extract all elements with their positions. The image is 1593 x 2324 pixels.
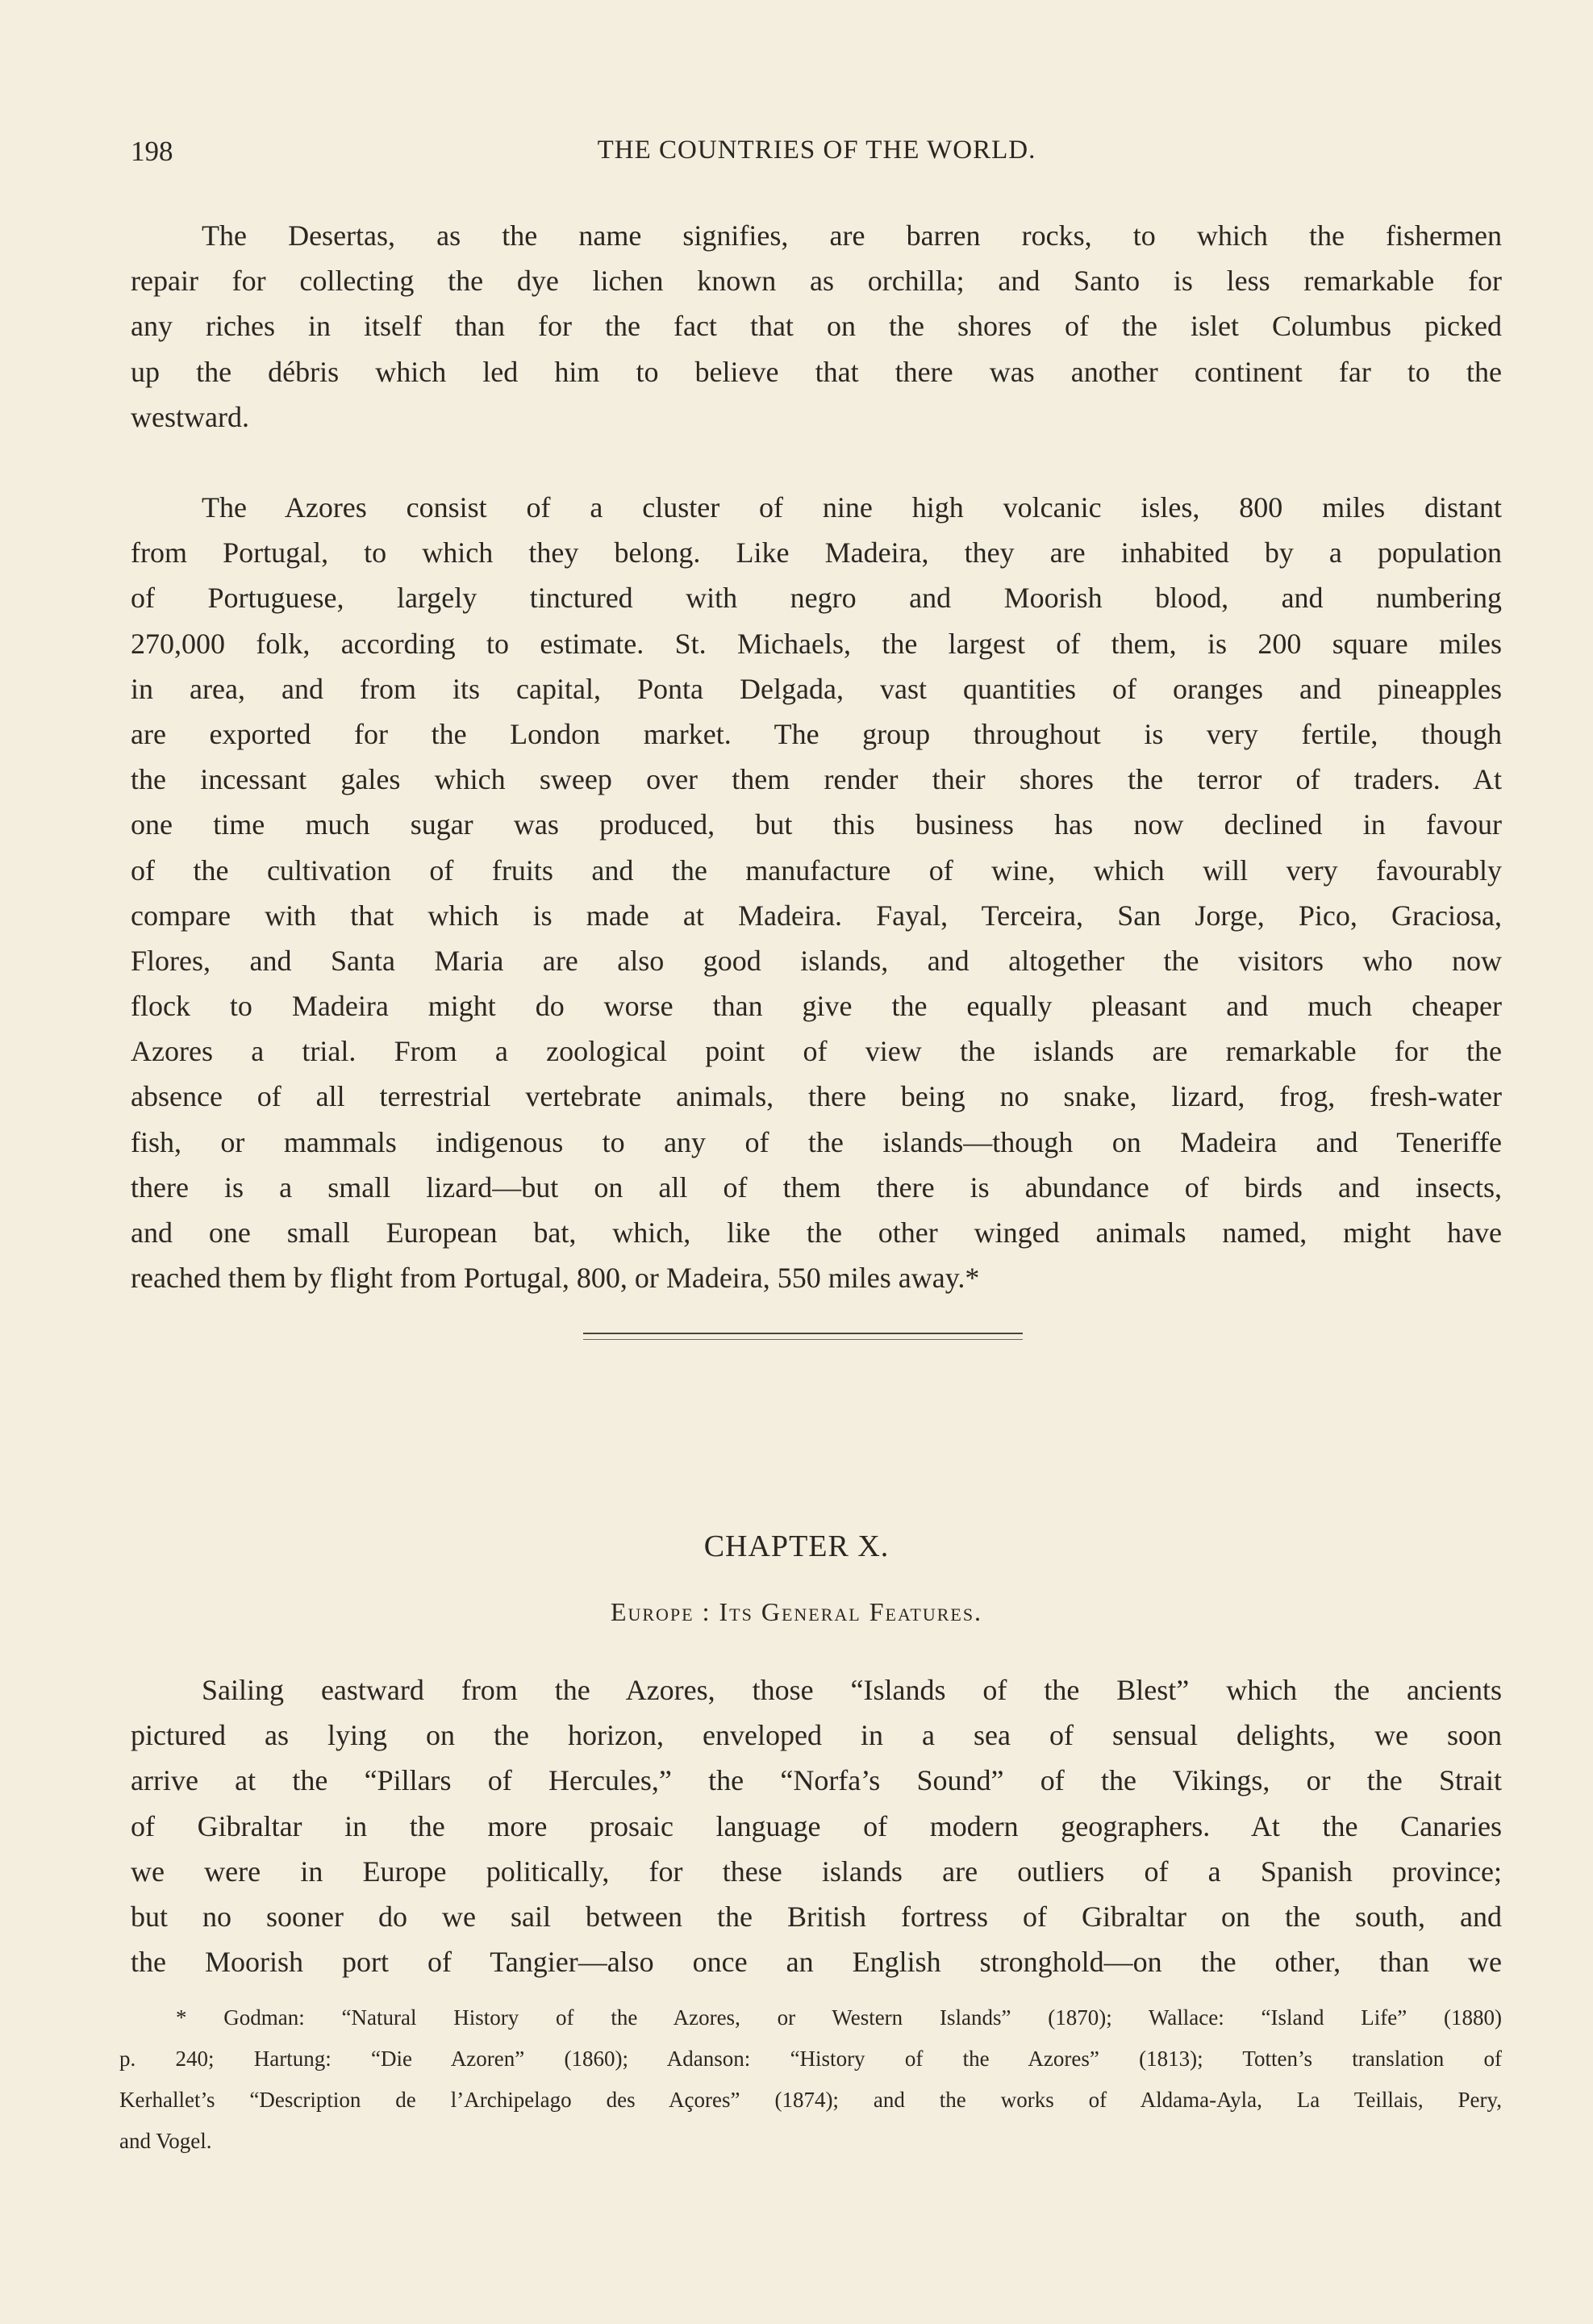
line-text: The Desertas, as the name signifies, are barren rocks, to which the fishermen	[202, 219, 1502, 252]
text-line	[131, 213, 1502, 258]
text-line: in area, and from its capital, Ponta Delgada, vast quantities of oranges and pineapples	[131, 672, 1502, 705]
footnote-line: Kerhallet’s “Description de l’Archipelago des Açores” (1874); and the works of Aldama-Ayla, La Teillais, Pery,	[119, 2088, 1502, 2112]
text-line: reached them by flight from Portugal, 800, or Madeira, 550 miles away.*	[131, 1262, 980, 1295]
running-title: THE COUNTRIES OF THE WORLD.	[597, 136, 1036, 165]
text-line	[131, 1667, 1502, 1713]
footnote-line: p. 240; Hartung: “Die Azoren” (1860); Adanson: “History of the Azores” (1813); Totten’s translation of	[119, 2047, 1502, 2071]
chapter-subtitle: Europe : Its General Features.	[610, 1597, 983, 1626]
text-line: fish, or mammals indigenous to any of the islands—though on Madeira and Teneriffe	[131, 1125, 1502, 1158]
page-number: 198	[131, 136, 173, 167]
text-line: absence of all terrestrial vertebrate animals, there being no snake, lizard, frog, fresh-water	[131, 1080, 1502, 1113]
text-line: Azores a trial. From a zoological point of view the islands are remarkable for the	[131, 1035, 1502, 1068]
footnote	[119, 1997, 1502, 2162]
text-line	[131, 485, 1502, 530]
text-line: repair for collecting the dye lichen known as orchilla; and Santo is less remarkable for	[131, 265, 1502, 298]
paragraph-chapter-opening	[131, 1667, 1502, 1984]
footnote-line	[119, 1997, 1502, 2038]
text-line: but no sooner do we sail between the British fortress of Gibraltar on the south, and	[131, 1900, 1502, 1933]
text-line: 270,000 folk, according to estimate. St. Michaels, the largest of them, is 200 square miles	[131, 627, 1502, 660]
section-divider	[583, 1333, 1023, 1334]
text-line: arrive at the “Pillars of Hercules,” the “Norfa’s Sound” of the Vikings, or the Strait	[131, 1764, 1502, 1797]
line-text: Sailing eastward from the Azores, those “Islands of the Blest” which the ancients	[202, 1674, 1502, 1706]
text-line: the Moorish port of Tangier—also once an English stronghold—on the other, than we	[131, 1946, 1502, 1979]
text-line: one time much sugar was produced, but this business has now declined in favour	[131, 808, 1502, 841]
text-line: any riches in itself than for the fact that on the shores of the islet Columbus picked	[131, 310, 1502, 343]
text-line: of Portuguese, largely tinctured with negro and Moorish blood, and numbering	[131, 582, 1502, 615]
text-line: the incessant gales which sweep over them render their shores the terror of traders. At	[131, 763, 1502, 796]
footnote-text: * Godman: “Natural History of the Azores, or Western Islands” (1870); Wallace: “Island Life” (1880)	[176, 2005, 1502, 2030]
paragraph-desertas	[131, 213, 1502, 440]
text-line: westward.	[131, 400, 249, 433]
line-text: The Azores consist of a cluster of nine high volcanic isles, 800 miles distant	[202, 491, 1502, 524]
paragraph-azores	[131, 485, 1502, 1300]
text-line: up the débris which led him to believe that there was another continent far to the	[131, 355, 1502, 388]
section-divider-thin	[583, 1339, 1023, 1340]
chapter-heading: CHAPTER X.	[703, 1529, 890, 1563]
text-line: Flores, and Santa Maria are also good islands, and altogether the visitors who now	[131, 944, 1502, 977]
text-line: of the cultivation of fruits and the manufacture of wine, which will very favourably	[131, 853, 1502, 887]
text-line: are exported for the London market. The group throughout is very fertile, though	[131, 717, 1502, 750]
text-line: we were in Europe politically, for these islands are outliers of a Spanish province;	[131, 1855, 1502, 1888]
text-line: there is a small lizard—but on all of them there is abundance of birds and insects,	[131, 1170, 1502, 1204]
text-line: flock to Madeira might do worse than give the equally pleasant and much cheaper	[131, 990, 1502, 1023]
footnote-line: and Vogel.	[119, 2129, 212, 2153]
text-line: compare with that which is made at Madeira. Fayal, Terceira, San Jorge, Pico, Graciosa,	[131, 899, 1502, 932]
text-line: pictured as lying on the horizon, enveloped in a sea of sensual delights, we soon	[131, 1719, 1502, 1752]
text-line: of Gibraltar in the more prosaic language of modern geographers. At the Canaries	[131, 1809, 1502, 1842]
text-line: from Portugal, to which they belong. Like Madeira, they are inhabited by a population	[131, 536, 1502, 570]
text-line: and one small European bat, which, like the other winged animals named, might have	[131, 1216, 1502, 1249]
running-head	[131, 136, 1503, 176]
